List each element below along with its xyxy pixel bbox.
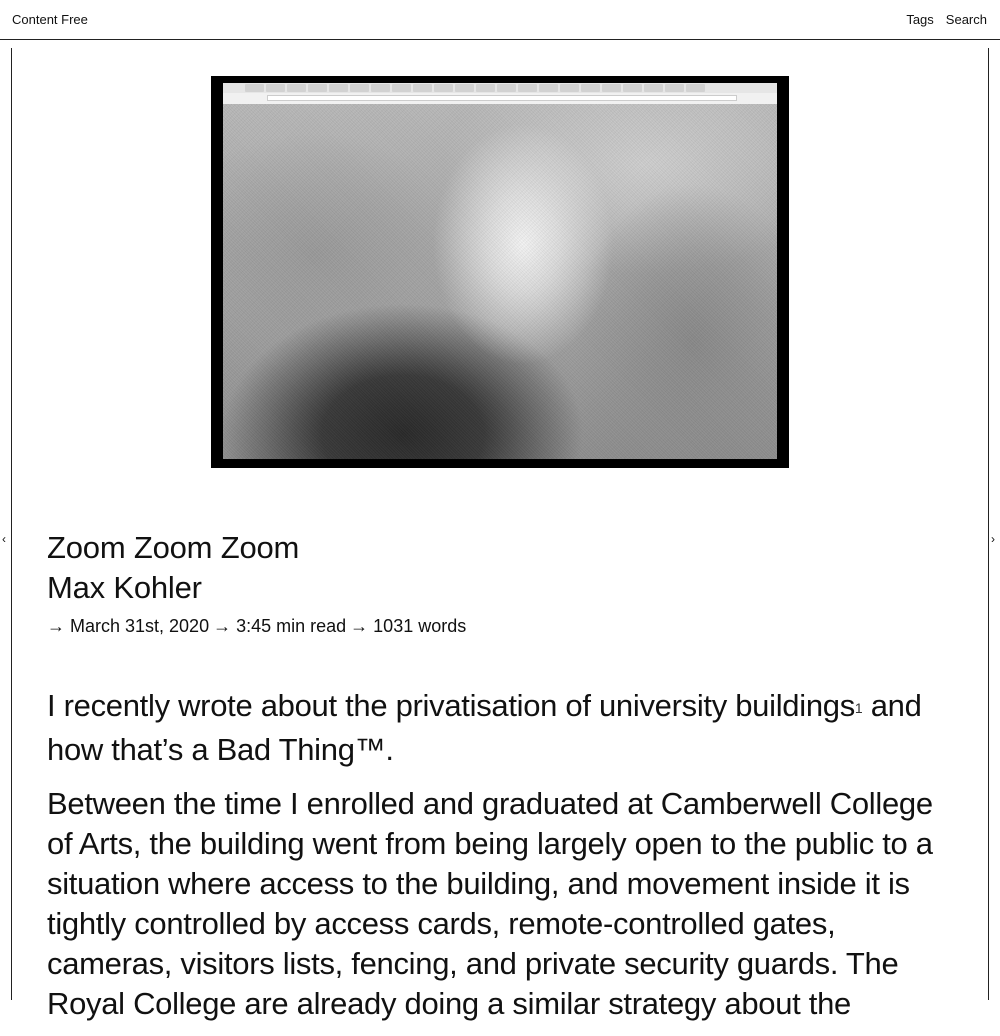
hero-image: [211, 76, 789, 468]
browser-tab: [392, 84, 411, 92]
paragraph-text: I recently wrote about the privatisation of university buildings: [47, 688, 855, 723]
article-header: [47, 528, 947, 638]
left-frame-rule: [11, 48, 12, 1000]
article-meta: [47, 614, 947, 638]
article-author: Max Kohler: [47, 570, 202, 605]
site-title-link[interactable]: Content Free: [12, 12, 88, 27]
header-nav: [906, 12, 987, 27]
browser-screenshot-chrome: [223, 83, 777, 104]
browser-tab: [371, 84, 390, 92]
browser-tab: [518, 84, 537, 92]
footnote-link[interactable]: 1: [854, 700, 863, 716]
nav-tags-link[interactable]: Tags: [906, 12, 934, 27]
article-read-time: → 3:45 min read: [213, 616, 347, 636]
chevron-right-icon[interactable]: ›: [991, 532, 995, 546]
browser-tab: [308, 84, 327, 92]
browser-tab: [497, 84, 516, 92]
right-frame-rule: [988, 48, 989, 1000]
browser-tab: [287, 84, 306, 92]
top-bar: [0, 0, 1000, 40]
article-body: [47, 684, 957, 1036]
browser-tab: [602, 84, 621, 92]
browser-tab: [245, 84, 264, 92]
browser-tab: [266, 84, 285, 92]
browser-tab-strip: [223, 83, 777, 93]
browser-tab: [455, 84, 474, 92]
browser-tab: [329, 84, 348, 92]
browser-tab: [476, 84, 495, 92]
chevron-left-icon[interactable]: ‹: [2, 532, 6, 546]
browser-tab: [581, 84, 600, 92]
browser-tab: [665, 84, 684, 92]
browser-tab: [644, 84, 663, 92]
browser-tab: [434, 84, 453, 92]
article-word-count: → 1031 words: [350, 616, 467, 636]
browser-tab: [350, 84, 369, 92]
browser-tab: [686, 84, 705, 92]
article-paragraph: Between the time I enrolled and graduated at Camberwell College of Arts, the building went from being largely open to the public to a situation where access to the building, and movement inside it is tightly controlled by access cards, remote-controlled gates, cameras, visitors lists, fencing, and private security guards. The Royal College are already doing a similar strategy about the: [47, 786, 933, 1021]
browser-tab: [623, 84, 642, 92]
blurred-portrait-photo: [223, 104, 777, 459]
browser-tab: [413, 84, 432, 92]
article-date: → March 31st, 2020: [47, 616, 210, 636]
photo-grain-overlay: [223, 104, 777, 459]
paragraph-text: and how that’s a Bad Thing™.: [47, 688, 922, 767]
browser-url-bar: [267, 95, 737, 101]
browser-tab: [560, 84, 579, 92]
article-title: Zoom Zoom Zoom: [47, 530, 300, 565]
nav-search-link[interactable]: Search: [945, 12, 987, 27]
browser-tab: [539, 84, 558, 92]
article-paragraph: [47, 684, 957, 772]
